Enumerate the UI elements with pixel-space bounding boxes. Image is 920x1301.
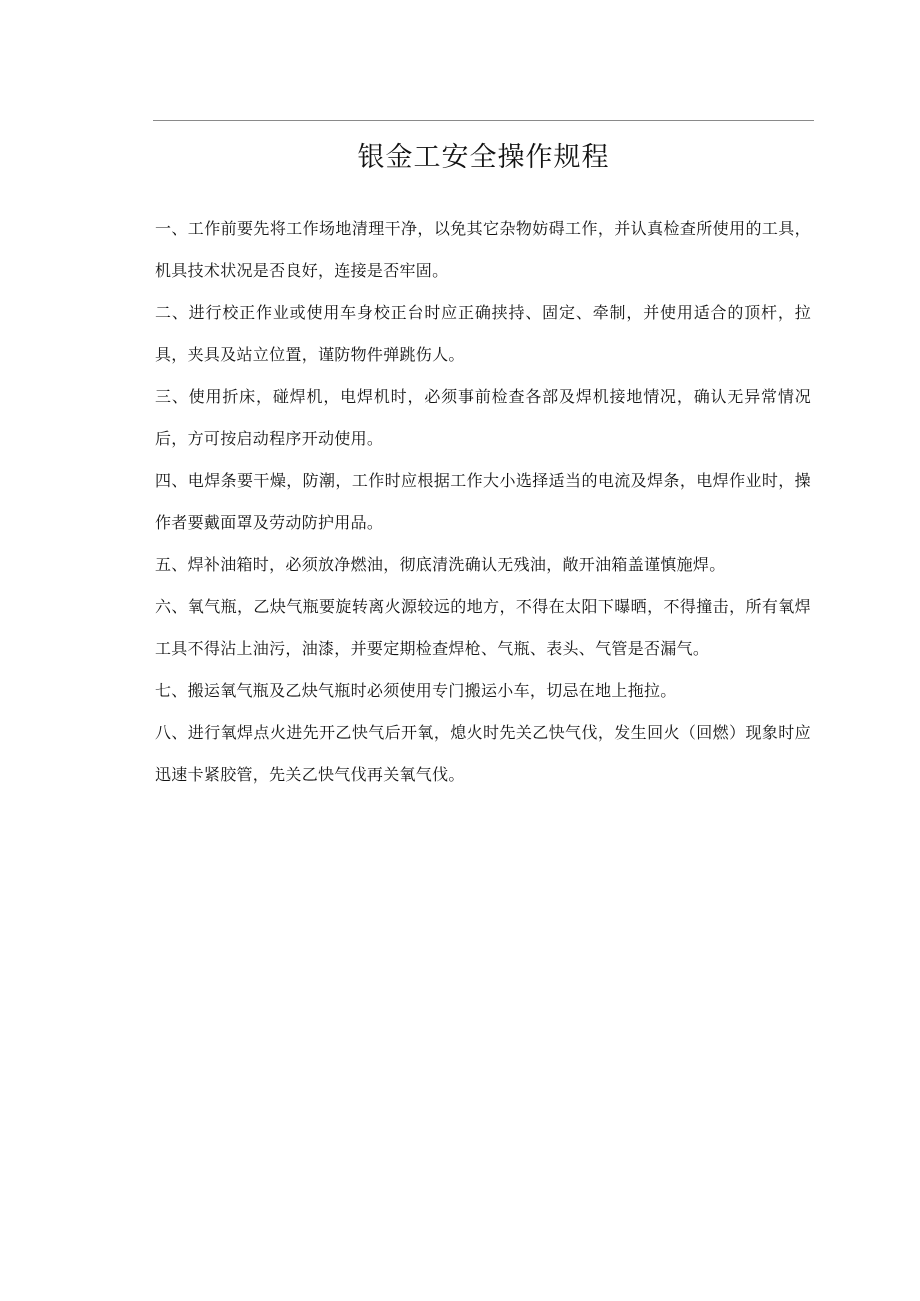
rule-item-2: 二、进行校正作业或使用车身校正台时应正确挟持、固定、牵制，并使用适合的顶杆，拉具，夹具及站立位置，谨防物件弹跳伤人。 [155, 303, 811, 364]
document-title: 银金工安全操作规程 [357, 142, 610, 174]
rules-list [155, 208, 811, 796]
rule-item-8: 八、进行氧焊点火进先开乙快气后开氧，熄火时先关乙快气伐，发生回火（回燃）现象时应迅速卡紧胶管，先关乙快气伐再关氧气伐。 [155, 723, 811, 784]
rule-item-3: 三、使用折床，碰焊机，电焊机时，必须事前检查各部及焊机接地情况，确认无异常情况后，方可按启动程序开动使用。 [155, 387, 811, 448]
rule-item-1: 一、工作前要先将工作场地清理干净，以免其它杂物妨碍工作，并认真检查所使用的工具，机具技术状况是否良好，连接是否牢固。 [155, 219, 811, 280]
rule-item-7: 七、搬运氧气瓶及乙炔气瓶时必须使用专门搬运小车，切忌在地上拖拉。 [155, 681, 677, 700]
rule-item-4: 四、电焊条要干燥，防潮，工作时应根据工作大小选择适当的电流及焊条，电焊作业时，操作者要戴面罩及劳动防护用品。 [155, 471, 811, 532]
header-rule [153, 120, 814, 121]
rule-item-5: 五、焊补油箱时，必须放净燃油，彻底清洗确认无残油，敞开油箱盖谨慎施焊。 [155, 555, 726, 574]
rule-item-6: 六、氧气瓶，乙炔气瓶要旋转离火源较远的地方，不得在太阳下曝晒，不得撞击，所有氧焊工具不得沾上油污，油漆，并要定期检查焊枪、气瓶、表头、气管是否漏气。 [155, 597, 811, 658]
